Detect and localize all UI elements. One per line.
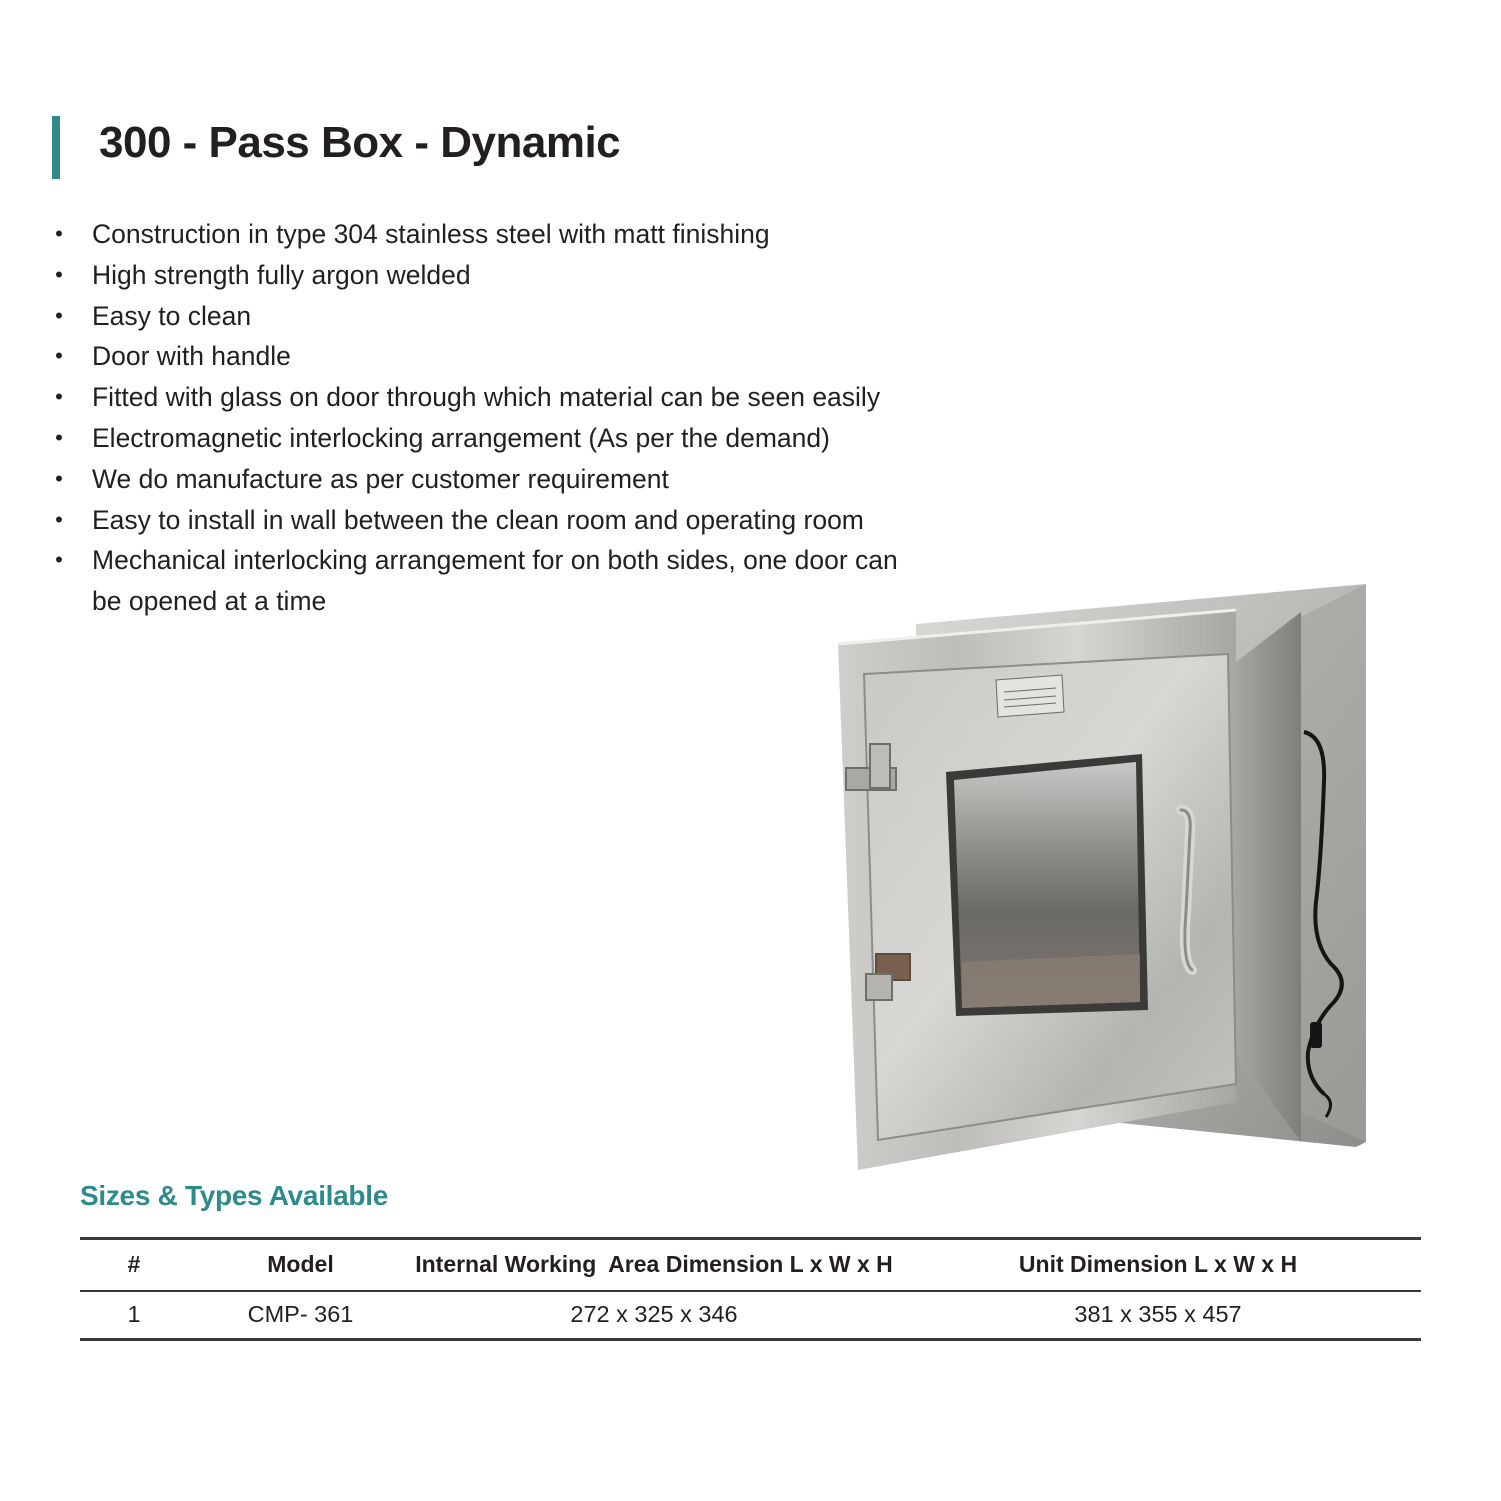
feature-text: Mechanical interlocking arrangement for on both sides, one door can be opened at a time [92, 545, 898, 617]
feature-item [52, 418, 932, 459]
bullet-icon: • [55, 506, 63, 532]
bullet-icon: • [55, 302, 63, 328]
table-row [80, 1291, 1421, 1340]
feature-text: Easy to clean [92, 300, 252, 331]
feature-item [52, 296, 932, 337]
bullet-icon: • [55, 465, 63, 491]
bullet-icon: • [55, 261, 63, 287]
column-header-model: Model [188, 1239, 413, 1291]
feature-text: Easy to install in wall between the clean room and operating room [92, 504, 864, 535]
page-title: 300 - Pass Box - Dynamic [99, 118, 621, 167]
feature-item [52, 255, 932, 296]
column-header-internal-dimension: Internal Working Area Dimension L x W x H [413, 1239, 895, 1291]
title-accent-bar [52, 116, 60, 179]
bullet-icon: • [55, 384, 63, 410]
sizes-table [80, 1237, 1421, 1341]
pass-box-illustration [836, 582, 1376, 1172]
sizes-section-title: Sizes & Types Available [80, 1180, 388, 1211]
bullet-icon: • [55, 547, 63, 573]
column-header-unit-dimension: Unit Dimension L x W x H [895, 1239, 1421, 1291]
feature-item [52, 459, 932, 500]
bullet-icon: • [55, 221, 63, 246]
feature-text: High strength fully argon welded [92, 259, 471, 290]
feature-item [52, 377, 932, 418]
bullet-icon: • [55, 343, 63, 369]
feature-text: Construction in type 304 stainless steel with matt finishing [92, 219, 770, 249]
feature-text: We do manufacture as per customer requirement [92, 463, 669, 494]
feature-item [52, 500, 932, 541]
feature-item [52, 214, 932, 255]
product-image [836, 582, 1376, 1172]
cell-number: 1 [127, 1301, 141, 1328]
feature-text: Electromagnetic interlocking arrangement (As per the demand) [92, 422, 830, 453]
column-header-number: # [80, 1239, 188, 1291]
feature-item [52, 336, 932, 377]
feature-text: Door with handle [92, 341, 291, 372]
cell-unit-dimension: 381 x 355 x 457 [1074, 1301, 1242, 1328]
table-header-row [80, 1239, 1421, 1291]
cell-model: CMP- 361 [247, 1301, 354, 1328]
feature-text: Fitted with glass on door through which material can be seen easily [92, 382, 881, 413]
cell-internal-dimension: 272 x 325 x 346 [570, 1301, 738, 1328]
feature-list [52, 214, 932, 622]
feature-item [52, 540, 912, 622]
bullet-icon: • [55, 424, 63, 450]
